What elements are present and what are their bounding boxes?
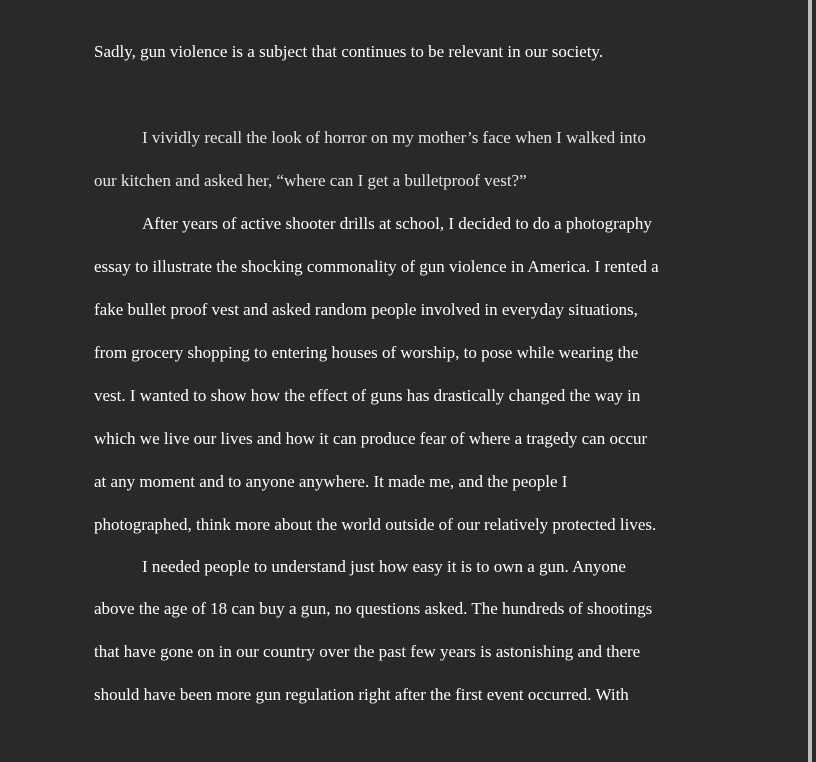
paragraph-line: our kitchen and asked her, “where can I get a bulletproof vest?” xyxy=(94,171,527,190)
paragraph-line: Sadly, gun violence is a subject that continues to be relevant in our society. xyxy=(94,42,604,61)
paragraph-line: essay to illustrate the shocking commonality of gun violence in America. I rented a xyxy=(94,257,659,276)
paragraph-line: I needed people to understand just how easy it is to own a gun. Anyone xyxy=(142,557,626,576)
paragraph-line: that have gone on in our country over the past few years is astonishing and there xyxy=(94,642,641,661)
paragraph-line: at any moment and to anyone anywhere. It made me, and the people I xyxy=(94,472,568,491)
paragraph-line: vest. I wanted to show how the effect of guns has drastically changed the way in xyxy=(94,386,641,405)
paragraph-line: I vividly recall the look of horror on my mother’s face when I walked into xyxy=(142,128,646,147)
paragraph-line: photographed, think more about the world outside of our relatively protected lives. xyxy=(94,515,657,534)
paragraph-line: After years of active shooter drills at school, I decided to do a photography xyxy=(142,214,652,233)
paragraph-line: fake bullet proof vest and asked random people involved in everyday situations, xyxy=(94,300,638,319)
page-edge-scrollbar[interactable] xyxy=(808,0,812,762)
paragraph-line: which we live our lives and how it can produce fear of where a tragedy can occur xyxy=(94,429,648,448)
paragraph-line: above the age of 18 can buy a gun, no questions asked. The hundreds of shootings xyxy=(94,599,653,618)
paragraph-line: from grocery shopping to entering houses of worship, to pose while wearing the xyxy=(94,343,639,362)
paragraph-line: should have been more gun regulation right after the first event occurred. With xyxy=(94,685,629,704)
